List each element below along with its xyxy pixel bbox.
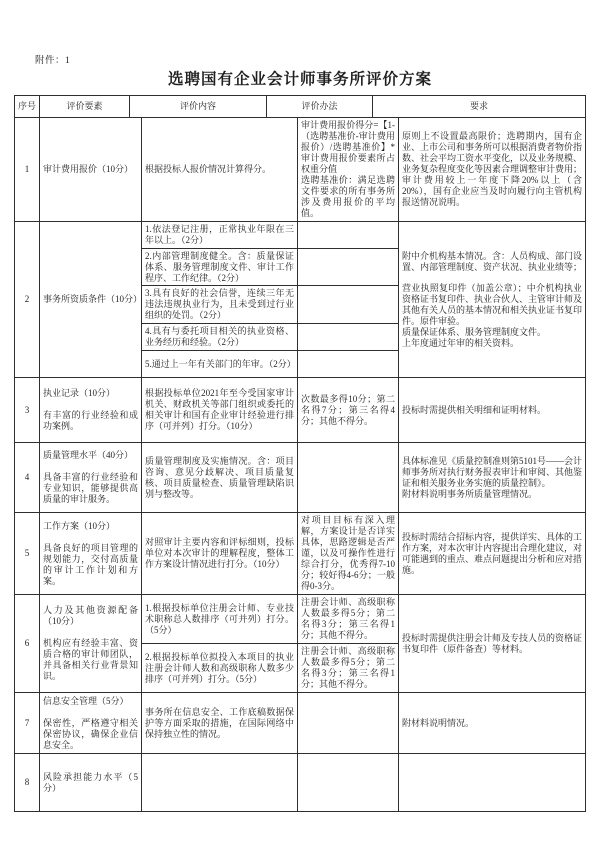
content-subrow [142, 249, 399, 286]
method-text: 选聘基准价：满足选聘文件要求的所有事务所涉及费用报价的平均值。 [301, 175, 395, 218]
element-cell [40, 754, 142, 812]
element-text: 审计费用报价（10分） [43, 164, 134, 174]
requirement-cell [399, 118, 586, 222]
method-cell [298, 595, 399, 644]
method-cell [298, 118, 399, 222]
table-row [15, 222, 586, 378]
requirement-text: 附材料说明事务所质量管理情况。 [402, 488, 538, 499]
content-cell [142, 378, 298, 443]
method-cell [298, 443, 399, 513]
element-text: 信息安全管理（5分） [43, 695, 129, 706]
header-cell-method: 评价办法 [267, 96, 373, 118]
evaluation-table [14, 95, 586, 812]
header-cell-element: 评价要素 [40, 96, 130, 118]
content-text: 对照审计主要内容和评标细则，投标单位对本次审计的理解程度，整体工作方案设计情况进行打分。（10分） [145, 537, 294, 569]
content-cell [142, 443, 298, 513]
element-cell [40, 513, 142, 595]
row-number: 8 [15, 754, 40, 812]
method-cell [298, 222, 399, 249]
requirement-cell [399, 595, 586, 693]
content-text: 质量管理制度及实施情况。含：项目咨询、意见分歧解决、项目质量复核、项目质量检查、质量管理缺陷识别与整改等。 [145, 455, 294, 499]
content-cell [142, 249, 298, 286]
row-number: 7 [15, 693, 40, 754]
content-cell [142, 351, 298, 378]
content-cell [142, 644, 298, 693]
content-cell [142, 222, 298, 249]
row-number: 1 [15, 118, 40, 222]
content-subrow [142, 644, 399, 693]
content-subrow [142, 286, 399, 324]
element-text: 事务所资质条件（10分） [43, 294, 143, 304]
content-subrow [142, 324, 399, 351]
content-subrow [142, 595, 399, 644]
element-cell [40, 378, 142, 443]
content-cell [142, 286, 298, 324]
content-subrow [142, 222, 399, 249]
element-text: 质量管理水平（40分） [43, 450, 134, 460]
requirement-cell [399, 443, 586, 513]
requirement-text: 具体标准见《质量控制准则第5101号——会计师事务所对执行财务报表审计和审阅、其他鉴证和相关服务业务实施的质量控制》。 [402, 455, 583, 488]
element-text: 工作方案（10分） [43, 520, 116, 531]
method-cell [298, 754, 399, 812]
row-number: 3 [15, 378, 40, 443]
row-number: 5 [15, 513, 40, 595]
element-text: 机构应有经验丰富、资质合格的审计师团队，并具备相关行业背景知识。 [43, 638, 138, 681]
subrow-group [142, 222, 399, 378]
table-row [15, 118, 586, 222]
table-row [15, 513, 586, 595]
row-number: 6 [15, 595, 40, 693]
element-cell [40, 693, 142, 754]
row-number: 2 [15, 222, 40, 378]
content-text: 根据投标人报价情况计算得分。 [145, 164, 272, 174]
table-row [15, 693, 586, 754]
content-cell [142, 513, 298, 595]
requirement-text: 投标时需提供注册会计师及专技人员的资格证书复印件（原件备查）等材料。 [402, 632, 583, 654]
content-text: 3.具有良好的社会信誉，连续三年无违法违规执业行为，且未受到过行业组织的处罚。（2分） [145, 288, 294, 320]
header-cell-no: 序号 [15, 96, 40, 118]
method-cell [298, 513, 399, 595]
requirement-text: 营业执照复印件（加盖公章）；中介机构执业资格证书复印件、执业合伙人、主管审计师及其他有关人员的基本情况和相关执业证书复印件。原件审验。 [402, 282, 583, 326]
content-cell [142, 118, 298, 222]
requirement-text: 投标时需结合招标内容，提供详实、具体的工作方案，对本次审计内容提出合理化建议，对可能遇到的重点、难点问题提出分析和应对措施。 [402, 531, 583, 575]
content-cell [142, 324, 298, 351]
row-number: 4 [15, 443, 40, 513]
requirement-cell [399, 693, 586, 754]
method-text: 次数最多得10分；第二名得7分；第三名得4分；其他不得分。 [301, 393, 395, 426]
element-text: 具备丰富的行业经验和专业知识，能够提供高质量的审计服务。 [43, 472, 138, 504]
requirement-cell [399, 222, 586, 378]
table-row [15, 443, 586, 513]
table-row [15, 754, 586, 812]
page-title: 选聘国有企业会计师事务所评价方案 [167, 71, 432, 88]
content-text: 根据投标单位2021年至今受国家审计机关、财政机关等部门组织或委托的相关审计和国有企业审计经验进行排序（可并列）打分。（10分） [145, 388, 294, 431]
requirement-text: 附材料说明情况。 [402, 717, 475, 728]
content-text: 5.通过上一年有关部门的年审。（2分） [145, 358, 296, 369]
requirement-cell [399, 754, 586, 812]
content-text: 1.根据投标单位注册会计师、专业技术职称总人数排序（可并列）打分。（5分） [145, 602, 294, 635]
method-cell [298, 286, 399, 324]
method-cell [298, 324, 399, 351]
element-cell [40, 595, 142, 693]
content-cell [142, 595, 298, 644]
content-text: 2.内部管理制度健全。含：质量保证体系、服务管理制度文件、审计工作程序、工作纪律。（2分） [145, 250, 294, 283]
method-cell [298, 351, 399, 378]
element-text: 保密性，严格遵守相关保密协议，确保企业信息安全。 [43, 717, 138, 750]
content-cell [142, 754, 298, 812]
content-text: 4.具有与委托项目相关的执业资格、业务经历和经验。（2分） [145, 326, 294, 347]
table-row [15, 595, 586, 693]
requirement-text: 附中介机构基本情况。含：人员构成、部门设置、内部管理制度、资产状况、执业业绩等； [402, 250, 583, 272]
content-subrow [142, 351, 399, 378]
header-cell-content: 评价内容 [130, 96, 267, 118]
element-text: 风险承担能力水平（5分） [43, 771, 138, 793]
method-cell [298, 693, 399, 754]
subrow-group [142, 595, 399, 693]
content-text: 1.依法登记注册，正常执业年限在三年以上。（2分） [145, 224, 294, 245]
content-cell [142, 693, 298, 754]
header-cell-requirement: 要求 [373, 96, 586, 118]
method-cell [298, 644, 399, 693]
content-text: 2.根据投标单位拟投入本项目的执业注册会计师人数和高级职称人数多少排序（可并列）打分。（5分） [145, 651, 294, 684]
table-header-row [15, 96, 586, 118]
requirement-text: 投标时需提供相关明细和证明材料。 [402, 404, 547, 415]
method-text: 注册会计师、高级职称人数最多得5分；第二名得3分；第三名得1分；其他不得分。 [301, 646, 395, 689]
element-text: 执业记录（10分） [43, 388, 116, 398]
element-cell [40, 443, 142, 513]
content-text: 事务所在信息安全、工作底稿数据保护等方面采取的措施，在国际网络中保持独立性的情况。 [145, 706, 294, 739]
table-row [15, 378, 586, 443]
requirement-cell [399, 378, 586, 443]
element-cell [40, 118, 142, 222]
requirement-text: 上年度通过年审的相关资料。 [402, 337, 520, 348]
attachment-label: 附件：1 [35, 56, 71, 66]
method-cell [298, 249, 399, 286]
method-cell [298, 378, 399, 443]
element-text: 人力及其他资源配备（10分） [43, 605, 138, 626]
requirement-cell [399, 513, 586, 595]
element-cell [40, 222, 142, 378]
element-text: 具备良好的项目管理的规划能力，交付高质量的审计工作计划和方案。 [43, 542, 138, 586]
method-text: 审计费用报价得分=【1-（选聘基准价-审计费用报价）/选聘基准价】*审计费用报价要素所占权重分值 [301, 120, 395, 174]
element-text: 有丰富的行业经验和成功案例。 [43, 410, 138, 431]
requirement-text: 原则上不设置最高限价；选聘期内，国有企业、上市公司和事务所可以根据消费者物价指数、社会平均工资水平变化，以及业务规模、业务复杂程度变化等因素合理调整审计费用；审计费用较上一年度下降20%以上（含20%），国有企业应当及时向履行向主管机构报送情况说明。 [402, 131, 583, 207]
requirement-text: 质量保证体系、服务管理制度文件。 [402, 326, 547, 337]
method-text: 注册会计师、高级职称人数最多得5分；第二名得3分；第三名得1分；其他不得分。 [301, 597, 395, 640]
method-text: 对项目目标有深入理解，方案设计是否详实具体，思路逻辑是否严谨，以及可操作性进行综合打分，优秀得7-10分；较好得4-6分；一般得0-3分。 [301, 515, 395, 591]
